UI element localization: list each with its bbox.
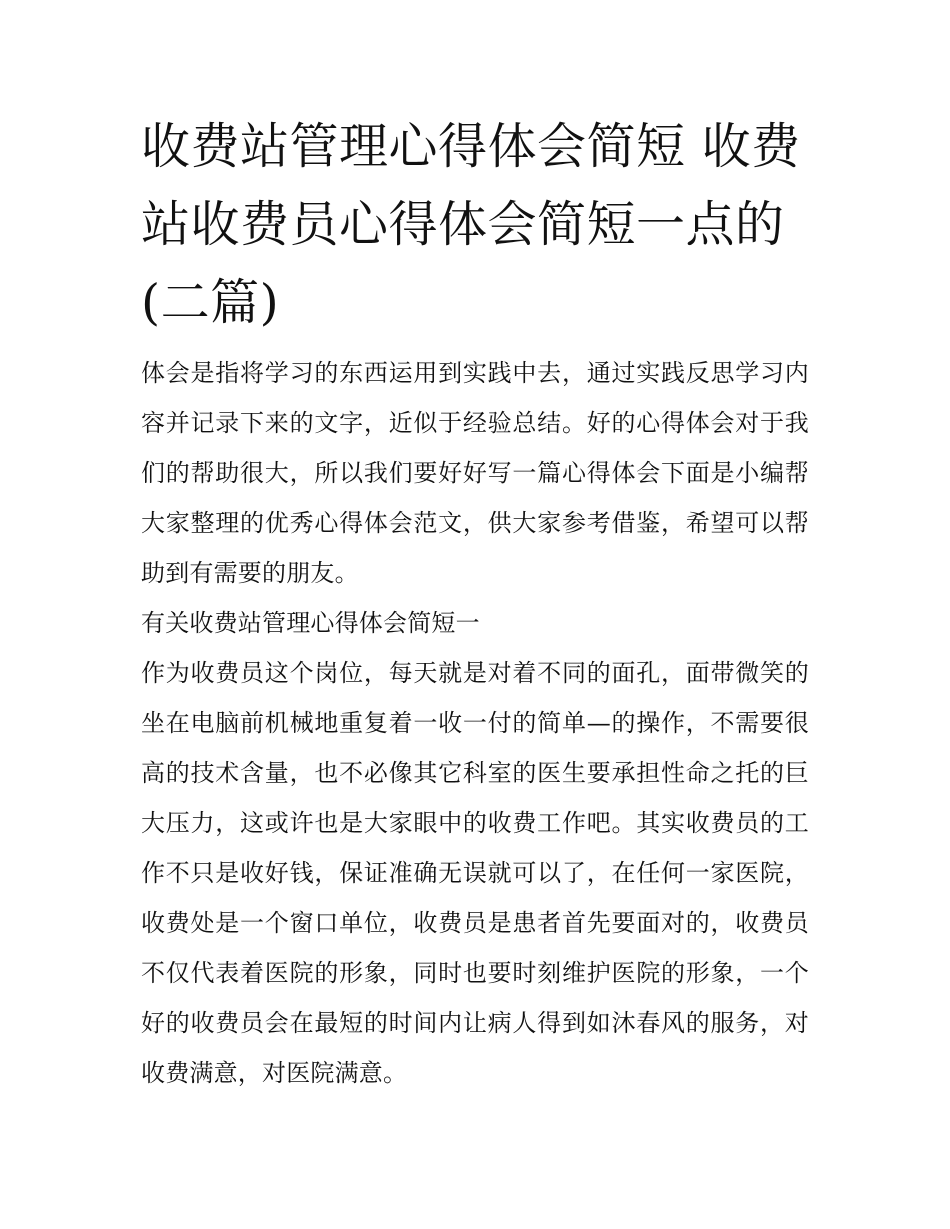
document-body — [141, 348, 809, 1098]
section-heading: 有关收费站管理心得体会简短一 — [141, 609, 480, 637]
title-line-3: (二篇) — [141, 274, 280, 331]
section-paragraph: 作为收费员这个岗位，每天就是对着不同的面孔，面带微笑的坐在电脑前机械地重复着一收一付的简单—的操作，不需要很高的技术含量，也不必像其它科室的医生要承担性命之托的巨大压力，这或许也是大家眼中的收费工作吧。其实收费员的工作不只是收好钱，保证准确无误就可以了，在任何一家医院，收费处是一个窗口单位，收费员是患者首先要面对的，收费员不仅代表着医院的形象，同时也要时刻维护医院的形象，一个好的收费员会在最短的时间内让病人得到如沐春风的服务，对收费满意，对医院满意。 — [141, 659, 809, 1087]
document-title — [141, 108, 809, 342]
title-line-1: 收费站管理心得体会简短 收费 — [141, 118, 801, 175]
intro-paragraph: 体会是指将学习的东西运用到实践中去，通过实践反思学习内容并记录下来的文字，近似于经验总结。好的心得体会对于我们的帮助很大，所以我们要好好写一篇心得体会下面是小编帮大家整理的优秀心得体会范文，供大家参考借鉴，希望可以帮助到有需要的朋友。 — [141, 359, 809, 587]
document-content — [141, 108, 809, 1098]
title-line-2: 站收费员心得体会简短一点的 — [141, 196, 785, 253]
